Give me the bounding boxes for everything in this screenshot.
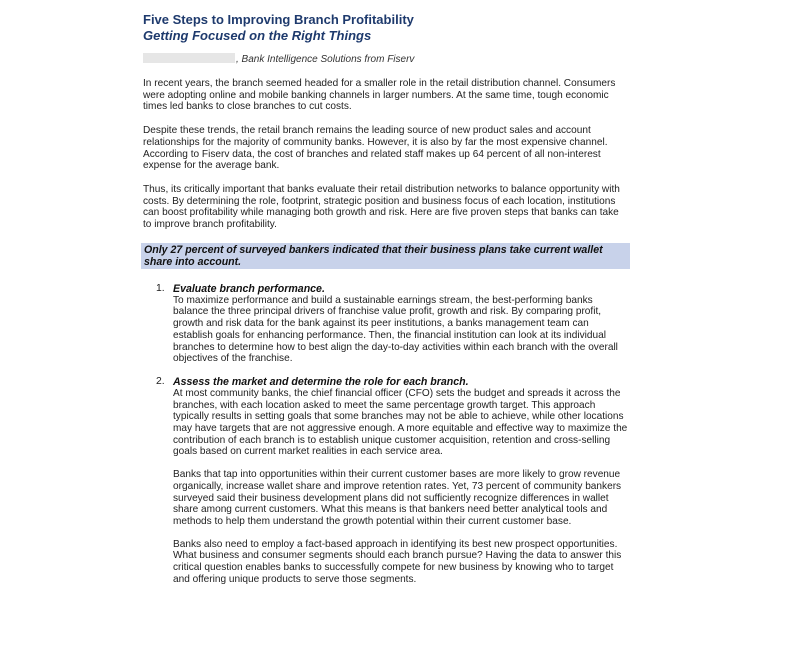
intro-paragraph-3: Thus, its critically important that banks evaluate their retail distribution networks to balance opportunity with costs. By determining the role, footprint, strategic position and business focus of each location, institutions can boost profitability while managing both growth and risk. Here are five proven steps that banks can take to improve branch profitability. — [143, 183, 620, 231]
redacted-author-name — [143, 53, 235, 63]
step-paragraph: Banks also need to employ a fact-based approach in identifying its best new prospect opportunities. What business and consumer segments should each branch pursue? Having the data to answer this critical question enables banks to successfully compete for new business by knowing who to target and offering unique products to serve those segments. — [173, 538, 622, 585]
step-paragraph: At most community banks, the chief financial officer (CFO) sets the budget and spreads it across the branches, with each location asked to meet the same percentage growth target. This approach typically results in setting goals that some branches may not be able to achieve, while other locations may have targets that are not aggressive enough. A more equitable and effective way to maximize the contribution of each branch is to establish unique customer acquisition, retention and cross-selling goals based on current market realities in each service area. — [173, 387, 628, 458]
byline-affiliation: , Bank Intelligence Solutions from Fiserv — [236, 54, 415, 65]
intro-paragraph-2: Despite these trends, the retail branch remains the leading source of new product sales and account relationships for the majority of community banks. However, it is also by far the most expensive channel. According to Fiserv data, the cost of branches and related staff makes up 64 percent of all non-interest expense for the average bank. — [143, 125, 608, 172]
steps-list — [143, 283, 628, 586]
article-title: Five Steps to Improving Branch Profitability — [143, 12, 414, 27]
step-item-1 — [143, 283, 628, 365]
article — [143, 12, 628, 602]
step-heading: Evaluate branch performance. — [173, 282, 325, 295]
byline — [143, 53, 628, 67]
highlight-callout: Only 27 percent of surveyed bankers indicated that their business plans take current wallet share into account. — [141, 243, 630, 269]
article-subtitle: Getting Focused on the Right Things — [143, 28, 372, 43]
step-number: 2. — [156, 375, 165, 387]
step-heading: Assess the market and determine the role for each branch. — [173, 375, 469, 388]
step-paragraph: Banks that tap into opportunities within their current customer bases are more likely to grow revenue organically, increase wallet share and improve retention rates. Yet, 73 percent of community bankers surveyed said their business development plans did not sufficiently recognize differences in wallet share among current customers. What this means is that bankers need better analytical tools and methods to help them understand the growth potential within their current customer base. — [173, 469, 622, 527]
step-number: 1. — [156, 282, 165, 294]
intro-paragraph-1: In recent years, the branch seemed headed for a smaller role in the retail distribution channel. Consumers were adopting online and mobile banking channels in larger numbers. At the same time, tough economic times led banks to close branches to cut costs. — [143, 78, 616, 113]
step-item-2 — [143, 376, 628, 586]
step-paragraph: To maximize performance and build a sustainable earnings stream, the best-performing banks balance the three principal drivers of franchise value profit, growth and risk. By comparing profit, growth and risk data for the bank against its peer institutions, a banks management team can establish goals for enhancing performance. Then, the financial institution can look at its individual branches to determine how to best align the day-to-day activities within each branch with the overall objectives of the franchise. — [173, 294, 618, 365]
